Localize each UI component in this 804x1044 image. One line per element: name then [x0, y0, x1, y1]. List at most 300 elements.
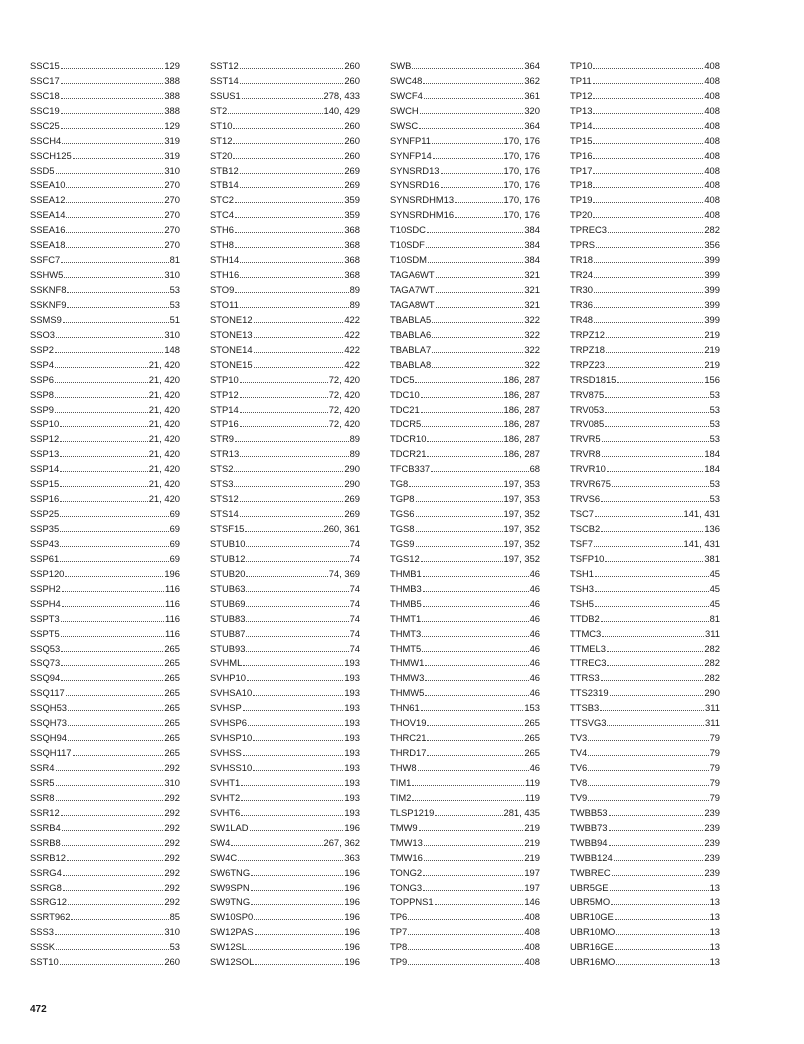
index-entry: [390, 923, 540, 938]
index-entry: [390, 565, 540, 580]
index-entry-pages: 408: [704, 89, 720, 101]
index-entry-pages: 265: [164, 747, 180, 759]
index-entry: [30, 849, 180, 864]
index-entry-pages: 311: [705, 627, 720, 639]
index-entry-code: SSFC7: [30, 254, 61, 266]
index-entry: [570, 729, 720, 744]
index-entry: [390, 625, 540, 640]
leader-dots: [61, 98, 164, 99]
leader-dots: [605, 561, 703, 562]
index-entry: [210, 729, 360, 744]
index-entry-code: T10SDM: [390, 254, 427, 266]
index-entry: [30, 341, 180, 356]
index-entry: [390, 266, 540, 281]
leader-dots: [435, 815, 502, 816]
index-entry: [390, 445, 540, 460]
leader-dots: [240, 277, 343, 278]
index-entry-pages: 292: [164, 896, 180, 908]
leader-dots: [61, 680, 163, 681]
index-entry-code: TTSVG3: [570, 717, 607, 729]
index-entry-pages: 170, 176: [503, 209, 540, 221]
index-entry-code: SSEA12: [30, 194, 66, 206]
index-entry-pages: 72, 420: [328, 403, 360, 415]
index-entry: [570, 655, 720, 670]
index-entry-pages: 74: [349, 582, 360, 594]
index-entry-code: STUB87: [210, 627, 246, 639]
index-entry-pages: 265: [524, 732, 540, 744]
index-entry-code: SSR8: [30, 791, 55, 803]
index-entry: [210, 236, 360, 251]
index-entry-code: STUB63: [210, 582, 246, 594]
index-entry: [390, 535, 540, 550]
index-entry: [210, 744, 360, 759]
index-entry: [30, 326, 180, 341]
index-entry-pages: 170, 176: [503, 194, 540, 206]
index-entry: [210, 849, 360, 864]
index-entry-pages: 310: [164, 269, 180, 281]
index-entry: [30, 804, 180, 819]
index-entry-pages: 282: [704, 642, 720, 654]
index-entry-pages: 399: [704, 313, 720, 325]
index-entry: [390, 236, 540, 251]
leader-dots: [254, 352, 344, 353]
index-entry-pages: 72, 420: [328, 418, 360, 430]
index-entry-pages: 269: [344, 508, 360, 520]
leader-dots: [605, 397, 708, 398]
index-entry: [570, 236, 720, 251]
index-entry: [570, 296, 720, 311]
index-entry-pages: 74: [349, 627, 360, 639]
index-entry-code: STP10: [210, 373, 239, 385]
leader-dots: [243, 755, 344, 756]
index-entry-code: SSR5: [30, 776, 55, 788]
index-entry-pages: 79: [709, 732, 720, 744]
index-entry-pages: 196: [344, 956, 360, 968]
index-entry: [570, 430, 720, 445]
index-entry: [390, 490, 540, 505]
index-entry: [210, 953, 360, 968]
leader-dots: [66, 187, 163, 188]
index-entry-code: SSQ117: [30, 687, 65, 699]
index-entry-code: TRVS6: [570, 493, 601, 505]
index-entry: [30, 595, 180, 610]
index-entry-pages: 362: [524, 74, 540, 86]
index-entry-pages: 265: [164, 732, 180, 744]
leader-dots: [64, 277, 163, 278]
index-entry-pages: 388: [164, 104, 180, 116]
index-entry-pages: 408: [704, 194, 720, 206]
index-entry-code: SSP61: [30, 552, 60, 564]
index-entry: [570, 595, 720, 610]
index-entry: [570, 281, 720, 296]
index-entry: [570, 326, 720, 341]
index-entry-code: STUB69: [210, 597, 246, 609]
index-entry: [30, 57, 180, 72]
index-entry-code: SVHML: [210, 657, 243, 669]
index-entry-code: STS3: [210, 478, 234, 490]
index-entry-pages: 292: [164, 881, 180, 893]
index-entry-pages: 278, 433: [323, 89, 360, 101]
index-entry-pages: 141, 431: [683, 537, 720, 549]
index-entry-code: TBABLA8: [390, 358, 432, 370]
index-entry: [210, 475, 360, 490]
leader-dots: [66, 232, 163, 233]
index-entry: [30, 699, 180, 714]
index-entry-code: SVHSS: [210, 747, 242, 759]
index-entry-code: TRPZ23: [570, 358, 605, 370]
index-entry: [210, 520, 360, 535]
index-entry-code: SYNFP14: [390, 149, 432, 161]
index-entry: [210, 655, 360, 670]
index-entry-code: SVHSP10: [210, 732, 253, 744]
leader-dots: [588, 800, 708, 801]
index-entry-code: SSQ53: [30, 642, 61, 654]
index-entry: [390, 475, 540, 490]
index-entry-pages: 89: [349, 284, 360, 295]
index-entry: [30, 191, 180, 206]
index-entry-code: TP17: [570, 164, 593, 176]
index-entry-code: TRSD1815: [570, 373, 617, 385]
leader-dots: [60, 441, 148, 442]
index-entry-pages: 21, 420: [148, 448, 180, 460]
index-entry-pages: 368: [344, 239, 360, 251]
index-entry-pages: 53: [709, 478, 720, 490]
index-entry-code: STUB10: [210, 537, 246, 549]
index-entry: [390, 908, 540, 923]
leader-dots: [424, 98, 524, 99]
index-entry: [30, 251, 180, 266]
index-entry: [210, 535, 360, 550]
index-entry-code: SSPT3: [30, 612, 60, 624]
leader-dots: [421, 412, 503, 413]
index-entry-code: TPREC3: [570, 224, 607, 236]
leader-dots: [253, 770, 343, 771]
index-entry: [390, 834, 540, 849]
index-entry: [570, 311, 720, 326]
index-entry: [570, 864, 720, 879]
leader-dots: [594, 292, 703, 293]
index-entry: [30, 535, 180, 550]
leader-dots: [588, 785, 708, 786]
index-entry-code: SW4: [210, 836, 231, 848]
index-entry-pages: 193: [344, 717, 360, 729]
index-entry-code: SW12SL: [210, 941, 247, 953]
index-entry-code: TTREC3: [570, 657, 607, 669]
index-entry-code: SVHSS10: [210, 762, 253, 773]
index-entry-code: TAGA8WT: [390, 298, 435, 310]
index-entry-code: TV6: [570, 762, 588, 773]
index-entry-code: SSEA18: [30, 239, 66, 251]
index-entry-pages: 399: [704, 269, 720, 281]
index-entry: [570, 490, 720, 505]
index-entry: [390, 147, 540, 162]
index-entry-code: SSUS1: [210, 89, 241, 101]
index-entry-pages: 310: [164, 164, 180, 176]
leader-dots: [67, 860, 163, 861]
index-entry-code: TP18: [570, 179, 593, 191]
leader-dots: [62, 591, 164, 592]
index-entry-pages: 322: [524, 328, 540, 340]
index-entry: [570, 923, 720, 938]
index-entry-pages: 85: [169, 911, 180, 923]
index-entry: [570, 206, 720, 221]
leader-dots: [423, 591, 529, 592]
index-entry: [570, 565, 720, 580]
index-entry: [390, 759, 540, 774]
index-entry: [570, 460, 720, 475]
leader-dots: [441, 173, 503, 174]
leader-dots: [427, 456, 502, 457]
leader-dots: [420, 113, 524, 114]
leader-dots: [68, 725, 163, 726]
index-entry: [30, 894, 180, 909]
index-entry-code: STH6: [210, 224, 234, 236]
index-entry: [210, 102, 360, 117]
index-entry: [210, 72, 360, 87]
index-entry: [390, 729, 540, 744]
index-entry: [30, 819, 180, 834]
index-entry-pages: 21, 420: [148, 358, 180, 370]
leader-dots: [423, 875, 523, 876]
leader-dots: [60, 964, 164, 965]
index-entry-code: SSKNF9: [30, 298, 67, 310]
leader-dots: [238, 860, 343, 861]
index-entry-code: SW12PAS: [210, 926, 254, 938]
leader-dots: [593, 158, 703, 159]
index-entry-pages: 399: [704, 284, 720, 295]
index-entry-pages: 186, 287: [503, 433, 540, 445]
leader-dots: [254, 367, 344, 368]
index-entry-code: TDC10: [390, 388, 420, 400]
index-entry: [390, 804, 540, 819]
index-entry-pages: 260, 361: [323, 523, 360, 534]
index-entry-code: THMB5: [390, 597, 422, 609]
index-column-1: [30, 57, 180, 968]
index-entry-code: STO9: [210, 284, 235, 295]
leader-dots: [254, 322, 344, 323]
index-entry-code: THW8: [390, 762, 417, 773]
index-entry-code: SSP25: [30, 508, 60, 520]
leader-dots: [234, 471, 343, 472]
index-entry-pages: 292: [164, 821, 180, 833]
index-entry-pages: 270: [164, 224, 180, 236]
index-entry-pages: 310: [164, 328, 180, 340]
index-entry-pages: 193: [344, 762, 360, 773]
leader-dots: [416, 546, 503, 547]
index-entry-code: SSP2: [30, 343, 54, 355]
index-entry-code: TRVR10: [570, 463, 606, 475]
index-entry: [570, 191, 720, 206]
leader-dots: [427, 441, 502, 442]
index-entry-pages: 141, 431: [683, 508, 720, 520]
index-entry-pages: 116: [165, 627, 180, 639]
index-entry-pages: 359: [344, 209, 360, 221]
index-entry-code: TP13: [570, 104, 593, 116]
index-entry-code: SVHT6: [210, 806, 241, 818]
leader-dots: [67, 292, 168, 293]
index-entry: [210, 625, 360, 640]
index-entry-code: SSRT962: [30, 911, 71, 923]
index-entry-pages: 79: [709, 762, 720, 773]
index-entry: [30, 416, 180, 431]
index-entry-pages: 422: [344, 343, 360, 355]
index-entry-code: SSPH2: [30, 582, 61, 594]
index-entry-pages: 270: [164, 194, 180, 206]
index-entry-code: THMW1: [390, 657, 425, 669]
leader-dots: [601, 680, 704, 681]
index-entry-pages: 270: [164, 209, 180, 221]
index-entry-pages: 186, 287: [503, 403, 540, 415]
index-entry-pages: 79: [709, 791, 720, 803]
leader-dots: [246, 546, 348, 547]
index-entry-code: SWCH: [390, 104, 419, 116]
index-entry: [210, 266, 360, 281]
index-entry-pages: 193: [344, 702, 360, 714]
index-entry-pages: 196: [344, 926, 360, 938]
leader-dots: [431, 471, 528, 472]
index-entry-pages: 170, 176: [503, 149, 540, 161]
index-entry: [570, 221, 720, 236]
leader-dots: [68, 740, 163, 741]
index-entry-pages: 89: [349, 448, 360, 460]
index-entry: [30, 296, 180, 311]
index-entry: [210, 371, 360, 386]
leader-dots: [600, 710, 704, 711]
index-entry-code: SSEA10: [30, 179, 66, 191]
index-entry-code: TP19: [570, 194, 593, 206]
leader-dots: [412, 800, 524, 801]
leader-dots: [56, 770, 164, 771]
leader-dots: [234, 486, 343, 487]
index-entry-code: TWBB73: [570, 821, 608, 833]
leader-dots: [425, 695, 528, 696]
index-entry: [30, 445, 180, 460]
index-entry-pages: 186, 287: [503, 373, 540, 385]
index-entry-pages: 69: [169, 508, 180, 520]
index-entry-code: SVHSA10: [210, 687, 253, 699]
index-entry: [30, 565, 180, 580]
index-entry: [390, 460, 540, 475]
index-entry: [30, 430, 180, 445]
index-entry-pages: 265: [164, 687, 180, 699]
leader-dots: [253, 695, 343, 696]
leader-dots: [607, 665, 703, 666]
index-entry-pages: 46: [529, 657, 540, 669]
index-entry-code: TR18: [570, 254, 593, 266]
leader-dots: [67, 307, 168, 308]
index-entry: [210, 221, 360, 236]
index-entry-pages: 13: [709, 911, 720, 923]
index-entry: [30, 908, 180, 923]
index-entry-pages: 186, 287: [503, 448, 540, 460]
index-entry-code: STB12: [210, 164, 239, 176]
leader-dots: [607, 651, 703, 652]
index-entry-pages: 53: [709, 418, 720, 430]
index-entry-pages: 408: [524, 911, 540, 923]
index-entry-pages: 260: [344, 134, 360, 146]
index-entry-pages: 21, 420: [148, 373, 180, 385]
index-entry-pages: 129: [164, 119, 180, 131]
index-entry-code: TR48: [570, 313, 593, 325]
index-entry-code: STUB20: [210, 567, 246, 579]
index-entry-pages: 116: [165, 612, 180, 624]
index-entry: [390, 356, 540, 371]
index-entry-code: SSP6: [30, 373, 54, 385]
index-entry-pages: 219: [704, 358, 720, 370]
index-entry-code: THMW3: [390, 672, 425, 684]
index-entry-pages: 265: [164, 672, 180, 684]
leader-dots: [593, 173, 703, 174]
leader-dots: [593, 202, 703, 203]
index-entry: [390, 221, 540, 236]
index-entry-pages: 21, 420: [148, 478, 180, 490]
leader-dots: [246, 591, 348, 592]
leader-dots: [423, 83, 523, 84]
index-entry: [210, 550, 360, 565]
index-entry-pages: 321: [524, 284, 540, 295]
index-entry: [210, 401, 360, 416]
leader-dots: [432, 352, 523, 353]
leader-dots: [240, 516, 344, 517]
index-entry: [390, 894, 540, 909]
index-entry: [210, 177, 360, 192]
index-entry-pages: 265: [164, 717, 180, 729]
index-entry-code: SSP10: [30, 418, 60, 430]
index-entry: [390, 610, 540, 625]
index-entry-code: STS2: [210, 463, 234, 475]
index-entry: [30, 475, 180, 490]
leader-dots: [235, 441, 349, 442]
index-entry: [30, 669, 180, 684]
index-entry-pages: 265: [164, 657, 180, 669]
index-entry-code: TWBB53: [570, 806, 608, 818]
index-entry-code: STSF15: [210, 523, 245, 534]
index-entry-code: SSC19: [30, 104, 60, 116]
leader-dots: [55, 367, 148, 368]
index-entry-code: TSCB2: [570, 523, 601, 534]
index-entry-code: SSQ94: [30, 672, 61, 684]
index-entry: [390, 520, 540, 535]
leader-dots: [422, 651, 528, 652]
index-entry-code: ST20: [210, 149, 233, 161]
index-entry: [30, 610, 180, 625]
index-entry-pages: 46: [529, 762, 540, 773]
index-entry-pages: 408: [704, 179, 720, 191]
leader-dots: [602, 456, 704, 457]
index-entry-pages: 408: [704, 134, 720, 146]
index-entry-pages: 270: [164, 239, 180, 251]
index-entry: [390, 640, 540, 655]
index-entry-pages: 197: [524, 866, 540, 878]
index-entry: [570, 879, 720, 894]
index-entry-pages: 72, 420: [328, 388, 360, 400]
leader-dots: [416, 501, 503, 502]
index-entry-pages: 197, 352: [503, 552, 540, 564]
index-entry-pages: 68: [529, 463, 540, 475]
index-entry-pages: 13: [709, 896, 720, 908]
index-entry-code: TR24: [570, 269, 593, 281]
index-entry: [390, 341, 540, 356]
index-entry: [30, 923, 180, 938]
index-entry: [210, 894, 360, 909]
leader-dots: [423, 576, 529, 577]
index-entry-pages: 51: [169, 313, 180, 325]
index-entry-pages: 21, 420: [148, 463, 180, 475]
index-entry: [570, 610, 720, 625]
index-entry-code: TGS8: [390, 523, 415, 534]
index-entry-code: STC2: [210, 194, 234, 206]
index-entry-code: TONG2: [390, 866, 423, 878]
